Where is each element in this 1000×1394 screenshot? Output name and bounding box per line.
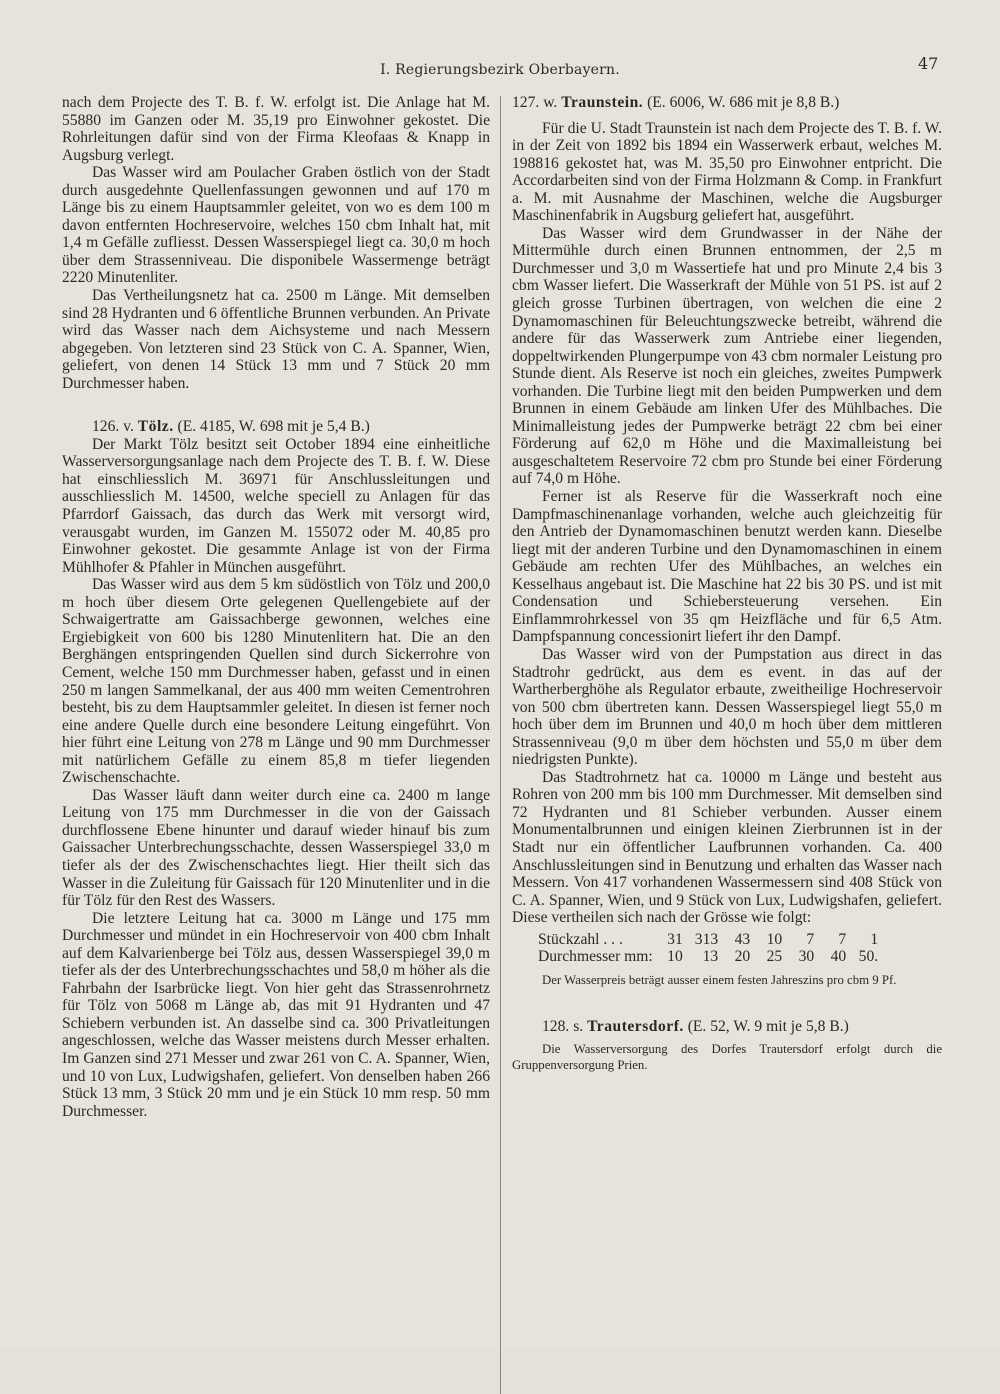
paragraph: Ferner ist als Reserve für die Wasserkraft noch eine Dampfmaschinenanlage vorhanden, welche auch gleichzeitig für den Antrieb der Dynamomaschinen benutzt werden kann. Dieselbe liegt mit der anderen Turbine und den Dynamomaschinen in einem Gebäude am rechten Ufer des Mühlbaches, an welches ein Kesselhaus angebaut ist. Die Maschine hat 22 bis 30 PS. und ist mit Condensation und Schiebersteuerung versehen. Ein Einflammrohrkessel von 35 qm Heizfläche und für 6,5 Atm. Dampfspannung concessionirt liefert ihr den Dampf. (512, 488, 942, 646)
table-row (538, 948, 890, 966)
paragraph: Das Vertheilungsnetz hat ca. 2500 m Länge. Mit demselben sind 28 Hydranten und 6 öffentliche Brunnen verbunden. An Private wird das Wasser nach dem Aichsysteme und nach Messern abgegeben. Von letzteren sind 23 Stück von C. A. Spanner, Wien, geliefert, von denen 14 Stück 13 mm und 7 Stück 20 mm Durchmesser haben. (62, 287, 490, 392)
page-number: 47 (918, 54, 939, 73)
heading-number: 128. s. (542, 1017, 584, 1035)
table-cell: 20 (734, 948, 751, 966)
paragraph: Das Stadtrohrnetz hat ca. 10000 m Länge und besteht aus Rohren von 200 mm bis 100 mm Durchmesser. Mit demselben sind 72 Hydranten und 81 Schieber verbunden. Ausser einem Monumentalbrunnen und einigen kleinen Zierbrunnen ist in der Stadt nur ein öffentlicher Laufbrunnen vorhanden. Ca. 400 Anschlussleitungen sind in Benutzung und erhalten das Wasser nach Messern. Von 417 vorhandenen Wassermessern sind 408 Stück von C. A. Spanner, Wien, und 9 Stück von Lux, Ludwigshafen, geliefert. Diese vertheilen sich nach der Grösse wie folgt: (512, 768, 942, 927)
paragraph: Das Wasser läuft dann weiter durch eine ca. 2400 m lange Leitung von 175 mm Durchmesser in die von der Gaissach durchflossene Ebene hinunter und darauf wieder hinauf bis zum Gaissacher Unterbrechungsschachte, dessen Wasserspiegel 33,0 m tiefer als der des Zwischenschachtes liegt. Hier theilt sich das Wasser in die Zuleitung für Gaissach für 120 Minutenliter und in die für Tölz für den Rest des Wassers. (62, 786, 490, 910)
running-title: I. Regierungsbezirk Oberbayern. (380, 62, 620, 78)
paragraph: Die letztere Leitung hat ca. 3000 m Länge und 175 mm Durchmesser und mündet in ein Hochreservoir von 400 cbm Inhalt auf dem Kalvarienberge bei Tölz aus, dessen Wasserspiegel 39,0 m tiefer als der des Unterbrechungsschachtes und 58,0 m höher als die Fahrbahn der Isarbrücke liegt. Von hier geht das Strassenrohrnetz für Tölz von 5068 m Länge ab, das mit 91 Hydranten und 47 Schiebern verbunden ist. An dasselbe sind ca. 300 Privatleitungen angeschlossen, welche das Wasser meistens durch Messer erhalten. Im Ganzen sind 271 Messer und zwar 261 von C. A. Spanner, Wien, und 10 von Lux, Ludwigshafen, geliefert. Von denselben haben 266 Stück 13 mm, 3 Stück 20 mm und je ein Stück 10 mm resp. 50 mm Durchmesser. (62, 909, 490, 1120)
paragraph: Das Wasser wird am Poulacher Graben östlich von der Stadt durch ausgedehnte Quellenfassungen gewonnen und auf 170 m Länge bis zu einem Hauptsammler geleitet, von wo es dem 100 m davon entfernten Hochreservoire, welches 150 cbm Inhalt hat, mit 1,4 m Gefälle zufliesst. Dessen Wasserspiegel liegt ca. 30,0 m hoch über dem Strassenniveau. Die disponibele Wassermenge beträgt 2220 Minutenliter. (62, 164, 490, 287)
heading-number: 127. w. (512, 94, 558, 111)
heading-stats: (E. 6006, W. 686 mit je 8,8 B.) (647, 94, 840, 111)
table-cell: 43 (734, 930, 751, 948)
heading-number: 126. v. (92, 418, 134, 436)
right-column (512, 94, 942, 1073)
heading-stats: (E. 4185, W. 698 mit je 5,4 B.) (177, 418, 370, 436)
table-cell: 7 (806, 930, 815, 948)
table-cell: 1 (870, 930, 879, 948)
paragraph: Das Wasser wird aus dem 5 km südöstlich von Tölz und 200,0 m hoch über diesem Orte gelegenen Quellengebiete auf der Schwaigertratte am Gaissachberge gewonnen, welches eine Ergiebigkeit von 600 bis 1280 Minutenlitern hat. Die an den Berghängen entspringenden Quellen sind durch Sickerrohre von Cement, welche 150 mm Durchmesser haben, gefasst und in einen 250 m langen Sammelkanal, der aus 400 mm weiten Cementrohren besteht, bis zu dem Hauptsammler geleitet. In diesen ist ferner noch eine andere Quelle durch eine besondere Leitung eingeführt. Von hier führt eine Leitung von 278 m Länge und 90 mm Durchmesser mit natürlichem Gefälle zu einem 85,8 m tiefer liegenden Zwischenschachte. (62, 576, 490, 787)
table-cell: 50. (858, 948, 879, 966)
heading-place-name: Trautersdorf. (587, 1017, 684, 1035)
section-heading-128 (512, 1018, 942, 1036)
table-cell: 25 (766, 948, 783, 966)
price-note: Der Wasserpreis beträgt ausser einem festen Jahreszins pro cbm 9 Pf. (542, 972, 897, 987)
table-cell: 13 (702, 948, 719, 966)
heading-place-name: Traunstein. (561, 94, 644, 111)
paragraph: nach dem Projecte des T. B. f. W. erfolgt ist. Die Anlage hat M. 55880 im Ganzen oder M. 35,19 pro Einwohner gekostet. Die Rohrleitungen dafür sind von der Firma Kleofaas & Knapp in Augsburg verlegt. (62, 94, 490, 164)
heading-stats: (E. 52, W. 9 mit je 5,8 B.) (687, 1017, 849, 1035)
row-label: Stückzahl . . . (538, 930, 623, 948)
table-cell: 10 (766, 930, 783, 948)
column-divider (500, 96, 501, 1394)
table-cell: 30 (798, 948, 815, 966)
paragraph: Das Wasser wird von der Pumpstation aus direct in das Stadtrohr gedrückt, aus dem es event. in das auf der Wartherberghöhe als Regulator erbaute, zweitheilige Hochreservoir von 500 cbm übertreten kann. Dessen Wasserspiegel liegt 55,0 m hoch über dem im Brunnen und 40,0 m hoch über dem mittleren Strassenniveau (9,0 m über dem höchsten und 55,0 m über dem niedrigsten Punkte). (512, 645, 942, 769)
heading-place-name: Tölz. (137, 418, 174, 436)
table-cell: 313 (694, 930, 719, 948)
left-column (62, 94, 490, 1120)
table-cell: 40 (830, 948, 847, 966)
section-heading-127 (512, 94, 942, 112)
section-heading-126 (62, 418, 490, 436)
paragraph: Für die U. Stadt Traunstein ist nach dem Projecte des T. B. f. W. in der Zeit von 1892 bis 1894 ein Wasserwerk erbaut, welches M. 198816 gekostet hat, was M. 35,50 pro Einwohner entpricht. Die Accordarbeiten sind von der Firma Holzmann & Comp. in Frankfurt a. M. mit Ausnahme der Maschinen, welche die Augsburger Maschinenfabrik in Augsburg geliefert hat, ausgeführt. (512, 119, 942, 225)
paragraph: Der Markt Tölz besitzt seit October 1894 eine einheitliche Wasserversorgungsanlage nach dem Projecte des T. B. f. W. Diese hat einschliesslich M. 36971 für Anschlussleitungen und ausschliesslich M. 14500, welche speciell zu Anlagen für das Pfarrdorf Gaissach, das durch das Werk mit versorgt wird, verausgabt wurden, im Ganzen M. 155072 oder M. 40,85 pro Einwohner gekostet. Die gesammte Anlage ist von der Firma Mühlhofer & Pfahler in München ausgeführt. (62, 435, 490, 576)
paragraph: Das Wasser wird dem Grundwasser in der Nähe der Mittermühle durch einen Brunnen entnommen, der 2,5 m Durchmesser und 3,0 m Wassertiefe hat und pro Minute 2,4 bis 3 cbm Wasser liefert. Die Wasserkraft der Mühle von 51 PS. ist auf 2 gleich grosse Turbinen übertragen, von welchen die eine 2 Dynamomaschinen für Beleuchtungszwecke betreibt, während die andere für das Wasserwerk zum Antriebe einer liegenden, doppeltwirkenden Plungerpumpe von 43 cbm normaler Leistung pro Stunde dient. Als Reserve ist noch ein gleiches, zweites Pumpwerk vorhanden. Die Turbine liegt mit den beiden Pumpwerken und dem Brunnen in einem Gebäude am linken Ufer des Mühlbaches. Die Minimalleistung jedes der Pumpwerke beträgt 22 cbm bei einer Förderung auf 62,0 m Höhe und die Maximalleistung bei ausgeschaltetem Reservoire 72 cbm pro Stunde bei einer Förderung auf 74,0 m Höhe. (512, 224, 942, 488)
table-cell: 10 (667, 948, 683, 966)
paragraph: Die Wasserversorgung des Dorfes Trautersdorf erfolgt durch die Gruppenversorgung Prien. (512, 1042, 942, 1073)
row-label: Durchmesser mm: (538, 948, 653, 966)
table-cell: 7 (838, 930, 847, 948)
meter-size-table (538, 931, 890, 966)
table-row (538, 931, 890, 949)
table-cell: 31 (667, 930, 683, 948)
